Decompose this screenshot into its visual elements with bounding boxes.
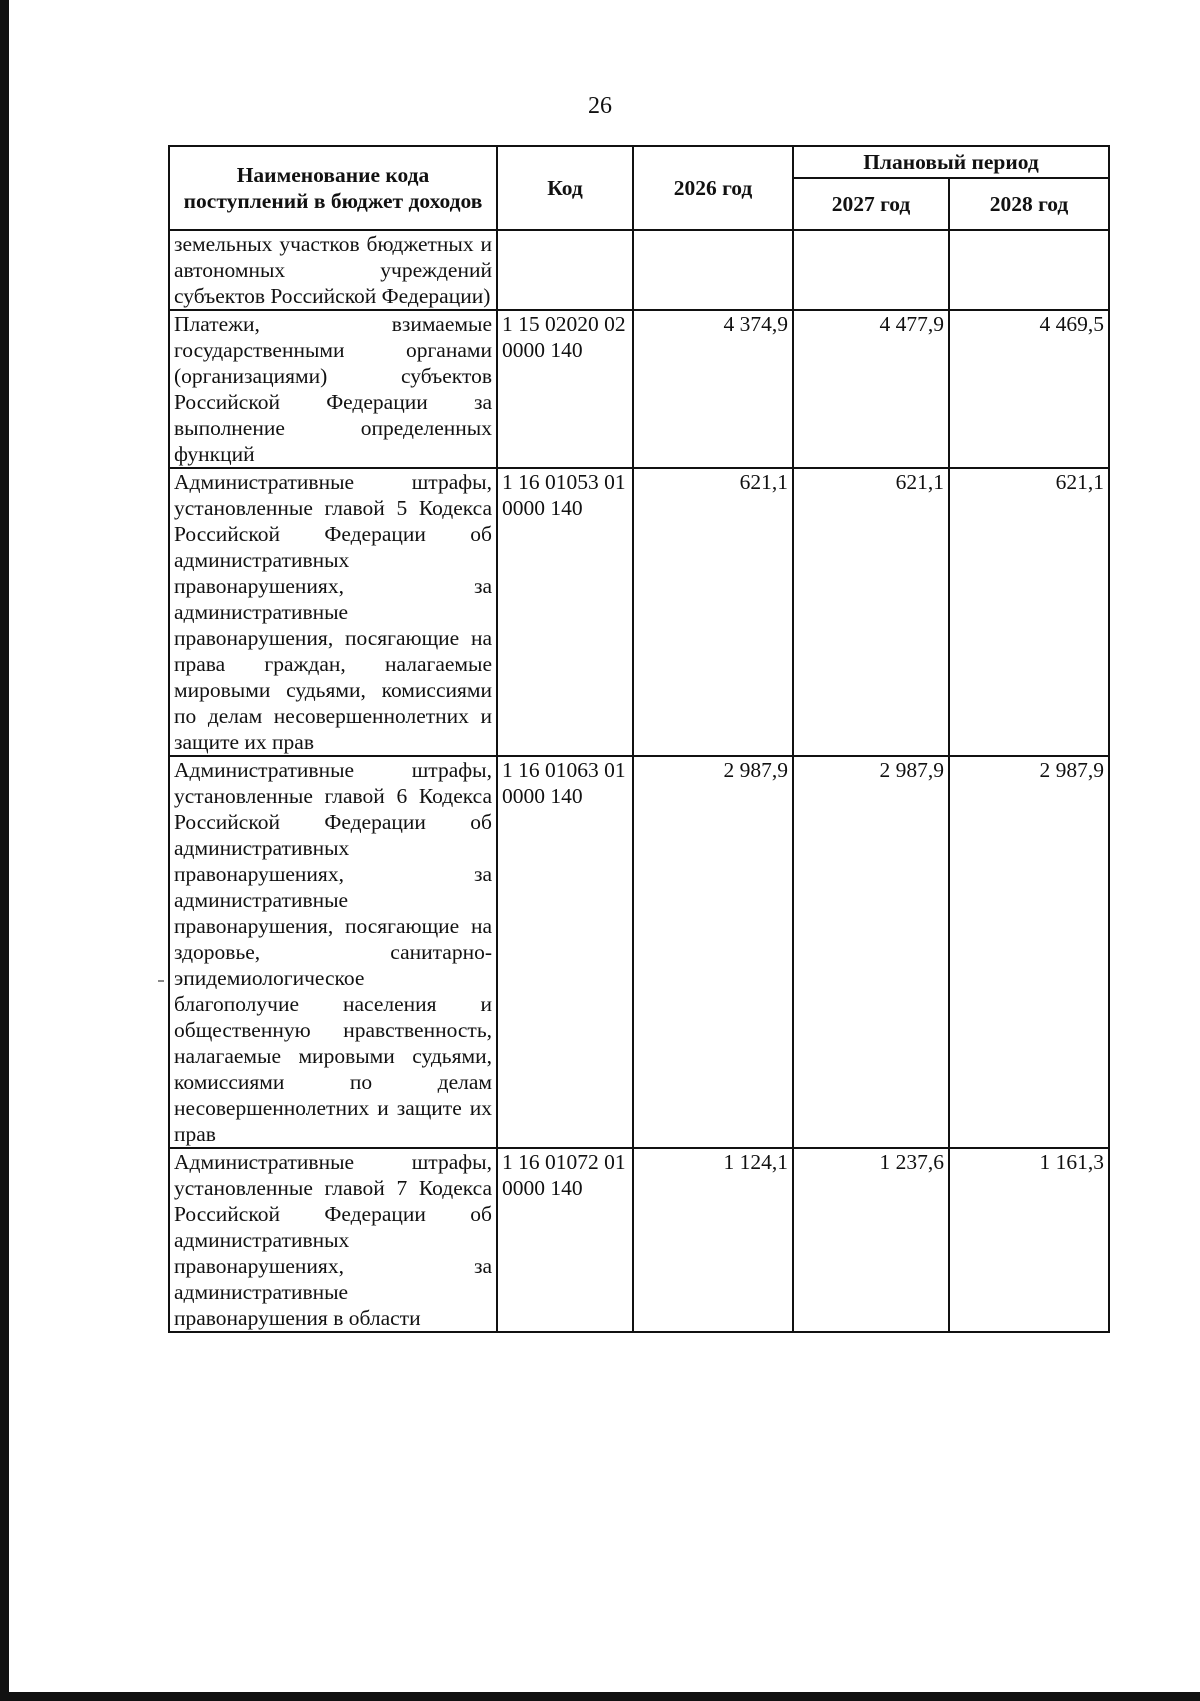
row-name: Административные штрафы, установленные главой 5 Кодекса Российской Федерации об административных правонарушениях, за административные правонарушения, посягающие на права граждан, налагаемые мировыми судьями, комиссиями по делам несовершеннолетних и защите их прав	[169, 468, 497, 756]
header-2028: 2028 год	[949, 178, 1109, 230]
table-row	[169, 310, 1109, 468]
header-name: Наименование кода поступлений в бюджет доходов	[169, 146, 497, 230]
row-value-2026: 4 374,9	[633, 310, 793, 468]
row-value-2026	[633, 230, 793, 310]
row-code: 1 16 01063 01 0000 140	[497, 756, 633, 1148]
row-value-2026: 1 124,1	[633, 1148, 793, 1332]
scan-mark	[158, 980, 164, 982]
table-row	[169, 1148, 1109, 1332]
row-code: 1 16 01053 01 0000 140	[497, 468, 633, 756]
table-row	[169, 230, 1109, 310]
row-value-2027: 621,1	[793, 468, 949, 756]
row-value-2028: 1 161,3	[949, 1148, 1109, 1332]
row-name: земельных участков бюджетных и автономных учреждений субъектов Российской Федерации)	[169, 230, 497, 310]
row-value-2028: 2 987,9	[949, 756, 1109, 1148]
header-code: Код	[497, 146, 633, 230]
row-name: Административные штрафы, установленные главой 6 Кодекса Российской Федерации об административных правонарушениях, за административные правонарушения, посягающие на здоровье, санитарно-эпидемиологическое благополучие населения и общественную нравственность, налагаемые мировыми судьями, комиссиями по делам несовершеннолетних и защите их прав	[169, 756, 497, 1148]
row-name: Административные штрафы, установленные главой 7 Кодекса Российской Федерации об административных правонарушениях, за административные правонарушения в области	[169, 1148, 497, 1332]
row-value-2028: 4 469,5	[949, 310, 1109, 468]
row-value-2027: 2 987,9	[793, 756, 949, 1148]
row-value-2027: 1 237,6	[793, 1148, 949, 1332]
header-2027: 2027 год	[793, 178, 949, 230]
row-code: 1 15 02020 02 0000 140	[497, 310, 633, 468]
row-value-2026: 2 987,9	[633, 756, 793, 1148]
row-code: 1 16 01072 01 0000 140	[497, 1148, 633, 1332]
row-value-2028	[949, 230, 1109, 310]
scan-edge-bottom	[0, 1692, 1200, 1701]
scan-edge-left	[0, 0, 9, 1701]
table-header-row	[169, 146, 1109, 178]
table-row	[169, 756, 1109, 1148]
row-value-2027	[793, 230, 949, 310]
row-value-2026: 621,1	[633, 468, 793, 756]
row-value-2028: 621,1	[949, 468, 1109, 756]
page-number: 26	[588, 93, 612, 119]
header-2026: 2026 год	[633, 146, 793, 230]
budget-table	[168, 145, 1110, 1333]
row-code	[497, 230, 633, 310]
row-name: Платежи, взимаемые государственными органами (организациями) субъектов Российской Федерации за выполнение определенных функций	[169, 310, 497, 468]
row-value-2027: 4 477,9	[793, 310, 949, 468]
table-row	[169, 468, 1109, 756]
header-planning-period: Плановый период	[793, 146, 1109, 178]
